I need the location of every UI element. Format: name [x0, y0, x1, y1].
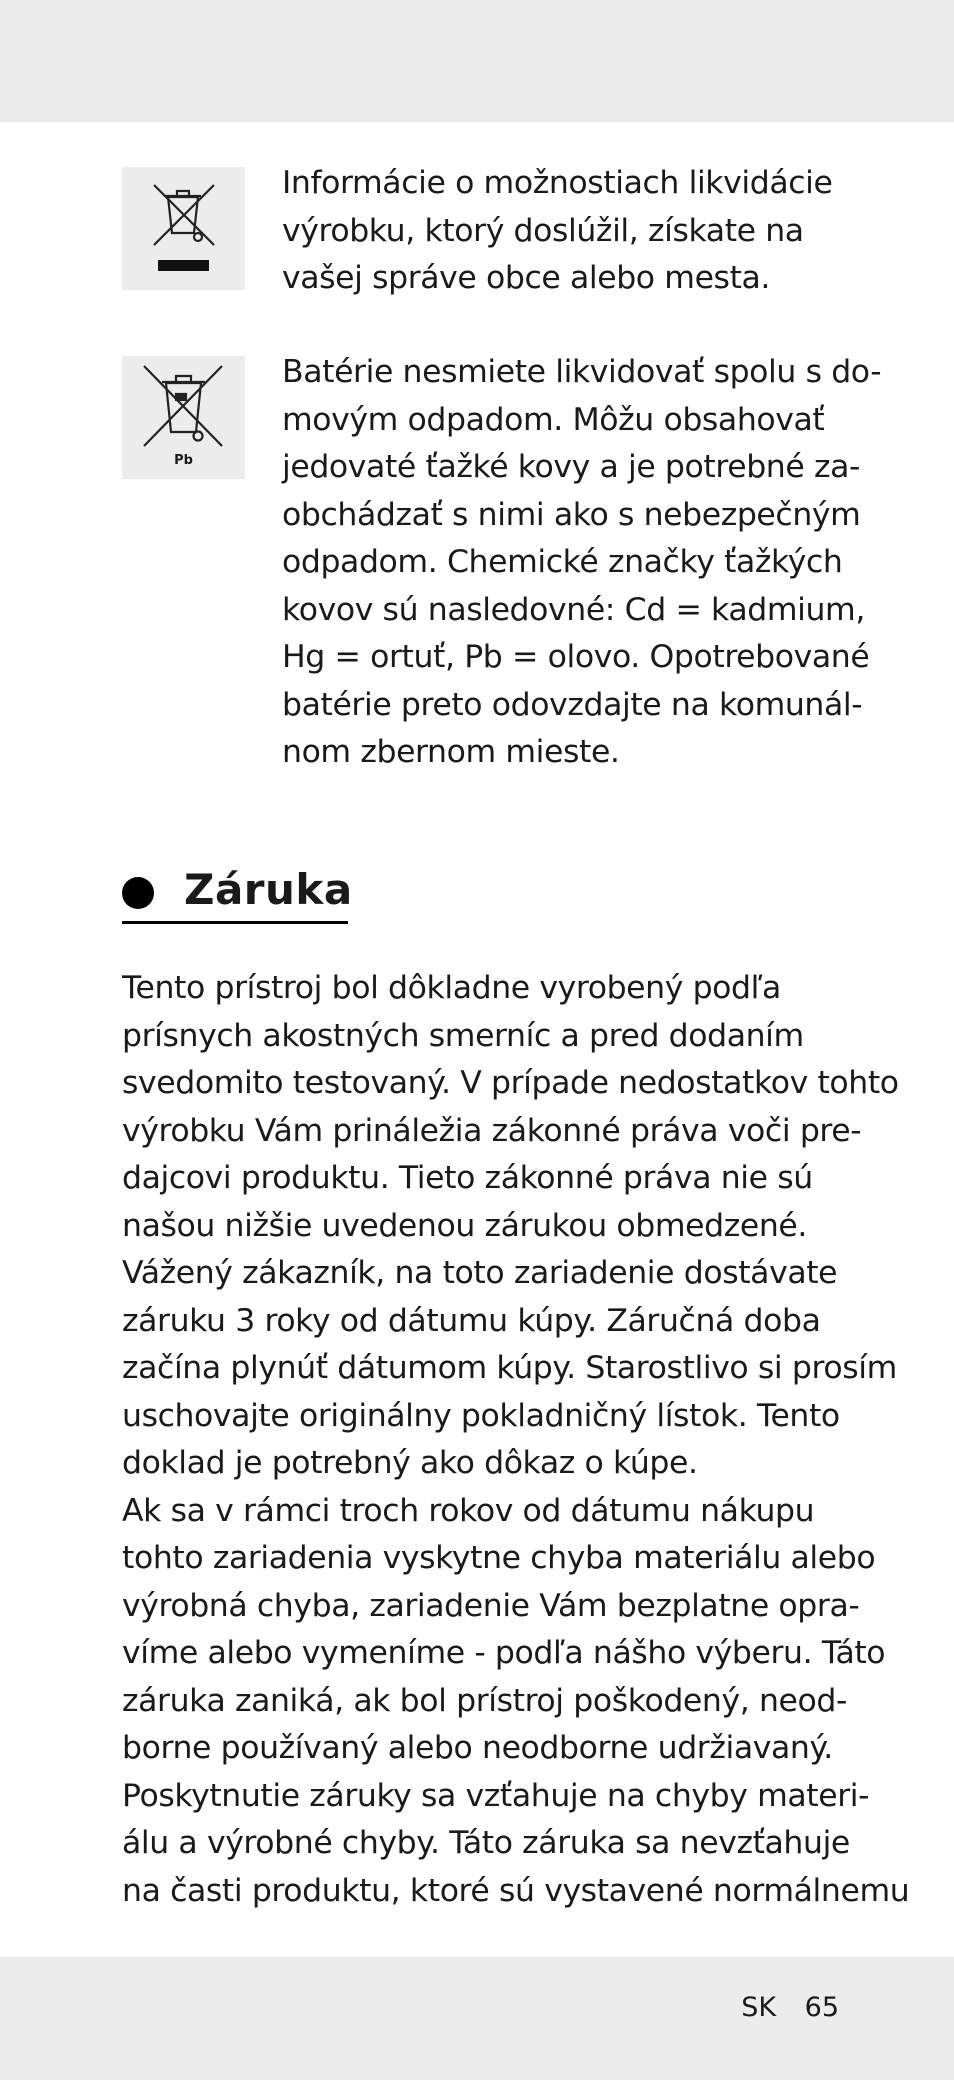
text-line: svedomito testovaný. V prípade nedostatkov tohto: [122, 1065, 899, 1101]
text-line: álu a výrobné chyby. Táto záruka sa nevzťahuje: [122, 1825, 850, 1861]
text-line: doklad je potrebný ako dôkaz o kúpe.: [122, 1445, 698, 1481]
text-line: jedovaté ťažké kovy a je potrebné za-: [282, 449, 860, 485]
heading-underline: [122, 921, 348, 924]
text-line: výrobku Vám prináležia zákonné práva voči pre-: [122, 1112, 862, 1149]
page-footer: [741, 1988, 839, 2028]
pb-label: Pb: [174, 453, 193, 468]
text-line: Informácie o možnostiach likvidácie: [282, 165, 833, 201]
text-line: našou nižšie uvedenou zárukou obmedzené.: [122, 1207, 808, 1244]
text-line: borne používaný alebo neodborne udržiavaný.: [122, 1730, 833, 1766]
section-title: Záruka: [184, 865, 353, 914]
text-line: záruka zaniká, ak bol prístroj poškodený, neod-: [122, 1682, 847, 1719]
text-line: výrobná chyba, zariadenie Vám bezplatne opra-: [122, 1587, 860, 1624]
text-line: Poskytnutie záruky sa vzťahuje na chyby materi-: [122, 1777, 870, 1814]
battery-text: [282, 349, 881, 777]
text-line: prísnych akostných smerníc a pred dodaním: [122, 1017, 804, 1054]
crossed-out-bin-icon: [122, 167, 245, 290]
text-line: dajcovi produktu. Tieto zákonné práva nie sú: [122, 1160, 813, 1196]
text-line: nom zbernom mieste.: [282, 734, 620, 770]
text-line: Batérie nesmiete likvidovať spolu s do-: [282, 354, 882, 390]
text-line: obchádzať s nimi ako s nebezpečným: [282, 496, 861, 533]
text-line: Ak sa v rámci troch rokov od dátumu nákupu: [122, 1492, 815, 1529]
text-line: kovov sú nasledovné: Cd = kadmium,: [282, 591, 865, 628]
disposal-text: [282, 160, 832, 303]
text-line: záruku 3 roky od dátumu kúpy. Záručná doba: [122, 1302, 821, 1339]
text-line: uschovajte originálny pokladničný lístok. Tento: [122, 1397, 840, 1434]
bullet-icon: [122, 877, 154, 909]
text-line: výrobku, ktorý doslúžil, získate na: [282, 212, 804, 249]
text-line: tohto zariadenia vyskytne chyba materiálu alebo: [122, 1540, 876, 1576]
text-line: batérie preto odovzdajte na komunál-: [282, 686, 863, 723]
footer-language: SK: [741, 1992, 777, 2023]
text-line: víme alebo vymeníme - podľa nášho výberu. Táto: [122, 1635, 886, 1671]
text-line: movým odpadom. Môžu obsahovať: [282, 401, 825, 438]
text-line: odpadom. Chemické značky ťažkých: [282, 544, 843, 580]
text-line: začína plynúť dátumom kúpy. Starostlivo si prosím: [122, 1350, 897, 1386]
text-line: Tento prístroj bol dôkladne vyrobený podľa: [122, 970, 781, 1006]
warranty-text: [122, 965, 909, 1915]
text-line: Hg = ortuť, Pb = olovo. Opotrebované: [282, 639, 870, 675]
page-number: 65: [804, 1992, 839, 2023]
text-line: Vážený zákazník, na toto zariadenie dostávate: [122, 1255, 838, 1291]
top-band: [0, 0, 954, 122]
text-line: na časti produktu, ktoré sú vystavené normálnemu: [122, 1872, 910, 1909]
text-line: vašej správe obce alebo mesta.: [282, 260, 771, 296]
crossed-out-bin-pb-icon: [122, 356, 245, 479]
